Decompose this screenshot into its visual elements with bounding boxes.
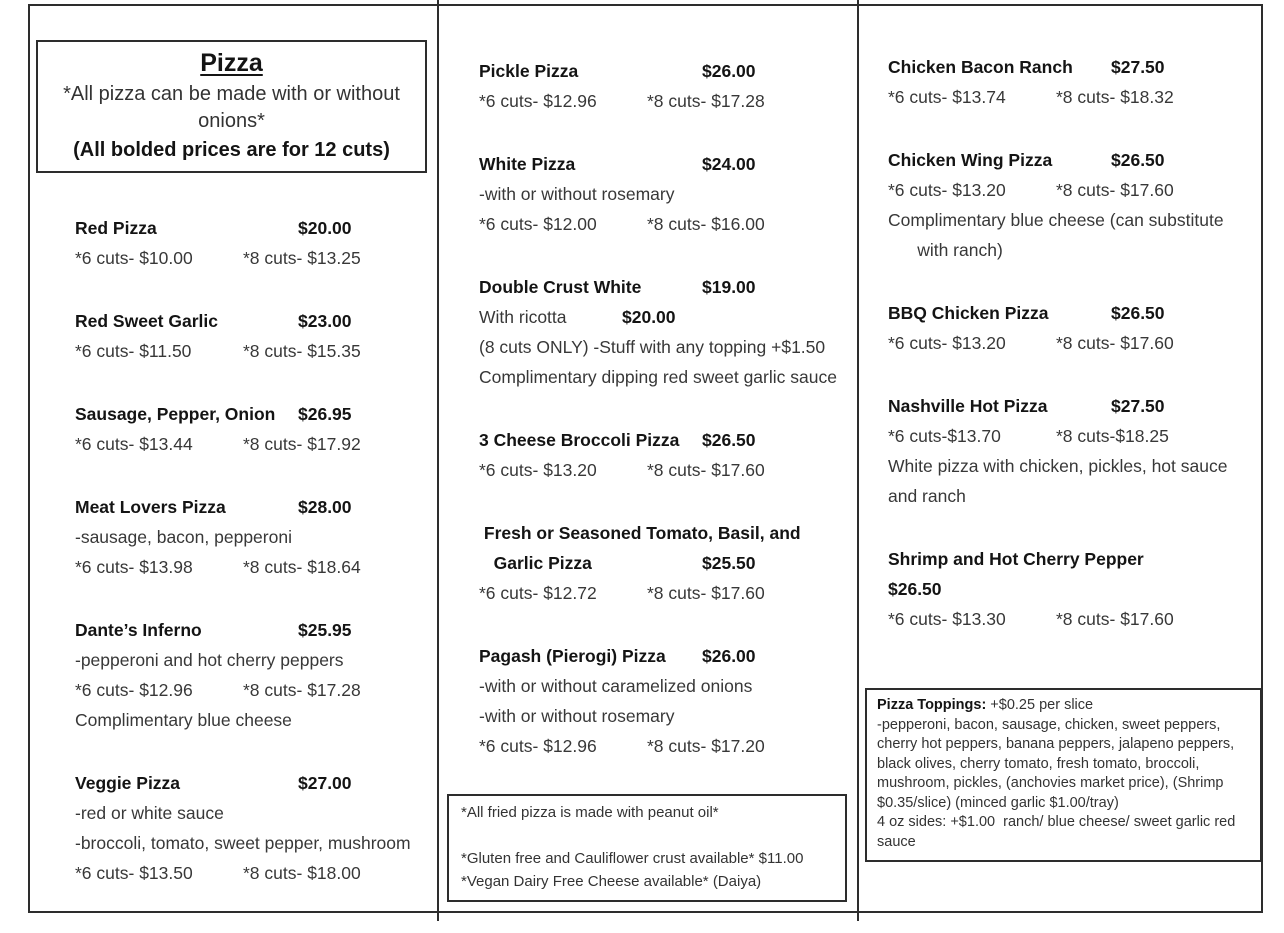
item-8-cuts-price: *8 cuts- $17.28 (243, 680, 361, 700)
item-cuts-line (75, 243, 430, 273)
item-name: Pagash (Pierogi) Pizza (479, 646, 666, 666)
note-line: *Vegan Dairy Free Cheese available* (Daiya) (461, 873, 762, 890)
item-cuts-line (888, 421, 1258, 451)
item-description: -with or without caramelized onions (479, 676, 753, 696)
note-line (461, 824, 833, 847)
item-title-line (75, 492, 430, 522)
item-6-cuts-price: *6 cuts- $13.74 (888, 87, 1006, 107)
item-6-cuts-price: *6 cuts- $13.30 (888, 609, 1006, 629)
column-divider-1 (437, 0, 439, 921)
item-name: Shrimp and Hot Cherry Pepper (888, 549, 1144, 569)
item-price: $20.00 (298, 218, 352, 238)
item-cuts-line (75, 552, 430, 582)
menu-column-left (30, 6, 436, 921)
menu-item (75, 399, 430, 459)
item-name: 3 Cheese Broccoli Pizza (479, 430, 680, 450)
menu-item (479, 56, 846, 116)
item-description: -with or without rosemary (479, 184, 675, 204)
item-price: $26.95 (298, 404, 352, 424)
item-name: Nashville Hot Pizza (888, 396, 1048, 416)
menu-item (75, 615, 430, 735)
pizza-toppings-box (865, 688, 1262, 862)
item-price: $24.00 (702, 154, 756, 174)
item-name: Veggie Pizza (75, 773, 181, 793)
item-name: BBQ Chicken Pizza (888, 303, 1049, 323)
item-title-line (75, 399, 430, 429)
note-line: *All fried pizza is made with peanut oil* (461, 804, 719, 821)
toppings-list: -pepperoni, bacon, sausage, chicken, sweet peppers, cherry hot peppers, banana peppers, jalapeno peppers, black olives, cherry tomato, fresh tomato, broccoli, mushroom, pickles, (anchovies market price), (Shrimp $0.35/slice) (minced garlic $1.00/tray) (877, 716, 1243, 811)
item-name: Double Crust White (479, 277, 642, 297)
item-title-line (479, 518, 846, 548)
item-title-line (75, 213, 430, 243)
toppings-label: Pizza Toppings: (877, 697, 987, 713)
menu-column-middle (441, 6, 856, 902)
item-title-line (888, 145, 1258, 175)
fried-pizza-note-box (447, 794, 847, 902)
item-price: $25.50 (702, 553, 756, 573)
item-8-cuts-price: *8 cuts- $17.60 (647, 460, 765, 480)
column-divider-2 (857, 0, 859, 921)
item-name: Chicken Bacon Ranch (888, 57, 1073, 77)
menu-item (479, 641, 846, 761)
item-title-line (888, 391, 1258, 421)
item-6-cuts-price: *6 cuts- $12.72 (479, 583, 597, 603)
item-description: -red or white sauce (75, 803, 224, 823)
fried-pizza-note-lines (461, 801, 833, 893)
item-6-cuts-price: *6 cuts- $13.44 (75, 434, 193, 454)
item-name: Chicken Wing Pizza (888, 150, 1053, 170)
item-cuts-line (75, 858, 430, 888)
item-cuts-line (479, 86, 846, 116)
item-cuts-line (888, 328, 1258, 358)
item-price: $23.00 (298, 311, 352, 331)
menu-item (888, 391, 1258, 511)
item-description: -pepperoni and hot cherry peppers (75, 650, 344, 670)
item-description: Complimentary dipping red sweet garlic sauce (479, 367, 837, 387)
item-title-line (888, 52, 1258, 82)
menu-items-middle (441, 6, 856, 761)
item-6-cuts-price: *6 cuts-$13.70 (888, 426, 1001, 446)
item-variant-line (479, 302, 846, 332)
item-6-cuts-price: *6 cuts- $13.98 (75, 557, 193, 577)
item-title-line (479, 149, 846, 179)
item-price-line (888, 574, 1258, 604)
item-6-cuts-price: *6 cuts- $12.96 (479, 91, 597, 111)
item-price: $26.00 (702, 646, 756, 666)
item-8-cuts-price: *8 cuts- $16.00 (647, 214, 765, 234)
item-8-cuts-price: *8 cuts- $17.60 (647, 583, 765, 603)
item-6-cuts-price: *6 cuts- $13.20 (888, 180, 1006, 200)
item-8-cuts-price: *8 cuts- $17.20 (647, 736, 765, 756)
item-cuts-line (75, 429, 430, 459)
item-name-continued: Garlic Pizza (479, 553, 592, 573)
menu-items-right (861, 6, 1264, 634)
item-title-line (479, 272, 846, 302)
item-name: White Pizza (479, 154, 576, 174)
menu-item (888, 145, 1258, 265)
item-price: $27.50 (1111, 57, 1165, 77)
item-note: Complimentary blue cheese (75, 710, 292, 730)
item-name: Pickle Pizza (479, 61, 579, 81)
item-price: $27.50 (1111, 396, 1165, 416)
menu-item (888, 544, 1258, 634)
item-6-cuts-price: *6 cuts- $13.50 (75, 863, 193, 883)
item-name: Red Sweet Garlic (75, 311, 218, 331)
item-price: $28.00 (298, 497, 352, 517)
menu-item (888, 298, 1258, 358)
item-6-cuts-price: *6 cuts- $12.00 (479, 214, 597, 234)
item-price: $26.50 (888, 579, 942, 599)
menu-note-bolded-prices: (All bolded prices are for 12 cuts) (73, 139, 390, 161)
menu-item (479, 425, 846, 485)
item-8-cuts-price: *8 cuts- $17.28 (647, 91, 765, 111)
menu-items-left (30, 213, 436, 888)
item-8-cuts-price: *8 cuts- $18.00 (243, 863, 361, 883)
item-8-cuts-price: *8 cuts- $17.60 (1056, 609, 1174, 629)
item-8-cuts-price: *8 cuts-$18.25 (1056, 426, 1169, 446)
item-note: Complimentary blue cheese (can substitute (888, 210, 1224, 230)
item-8-cuts-price: *8 cuts- $17.92 (243, 434, 361, 454)
menu-note-onions: *All pizza can be made with or without onions* (63, 83, 400, 132)
item-price: $26.00 (702, 61, 756, 81)
item-cuts-line (479, 209, 846, 239)
item-price: $26.50 (1111, 303, 1165, 323)
item-note: with ranch) (888, 240, 1003, 260)
item-variant-price: $20.00 (622, 307, 676, 327)
item-title-line (888, 544, 1258, 574)
item-8-cuts-price: *8 cuts- $18.64 (243, 557, 361, 577)
item-title-line (479, 425, 846, 455)
menu-item (75, 213, 430, 273)
menu-item (479, 518, 846, 608)
item-price: $27.00 (298, 773, 352, 793)
menu-item (75, 768, 430, 888)
item-description: -broccoli, tomato, sweet pepper, mushroom (75, 833, 411, 853)
item-description: (8 cuts ONLY) -Stuff with any topping +$1.50 (479, 337, 826, 357)
item-8-cuts-price: *8 cuts- $17.60 (1056, 180, 1174, 200)
item-6-cuts-price: *6 cuts- $10.00 (75, 248, 193, 268)
item-description: -sausage, bacon, pepperoni (75, 527, 292, 547)
item-6-cuts-price: *6 cuts- $13.20 (479, 460, 597, 480)
menu-title: Pizza (200, 49, 263, 77)
menu-item (479, 149, 846, 239)
item-note: and ranch (888, 486, 966, 506)
item-6-cuts-price: *6 cuts- $11.50 (75, 341, 192, 361)
item-cuts-line (479, 578, 846, 608)
toppings-price-per-slice: +$0.25 per slice (986, 697, 1094, 713)
toppings-heading (877, 696, 1250, 716)
item-price: $26.50 (1111, 150, 1165, 170)
item-name: Dante’s Inferno (75, 620, 202, 640)
item-title-line-2 (479, 548, 846, 578)
item-title-line (888, 298, 1258, 328)
item-price: $19.00 (702, 277, 756, 297)
item-6-cuts-price: *6 cuts- $12.96 (479, 736, 597, 756)
item-price: $26.50 (702, 430, 756, 450)
item-price: $25.95 (298, 620, 352, 640)
pizza-header-box (36, 40, 427, 173)
menu-item (479, 272, 846, 392)
item-title-line (479, 641, 846, 671)
item-cuts-line (75, 336, 430, 366)
item-title-line (75, 615, 430, 645)
item-name: Fresh or Seasoned Tomato, Basil, and (479, 523, 801, 543)
item-8-cuts-price: *8 cuts- $15.35 (243, 341, 361, 361)
item-8-cuts-price: *8 cuts- $18.32 (1056, 87, 1174, 107)
item-title-line (479, 56, 846, 86)
note-line: *Gluten free and Cauliflower crust available* $11.00 (461, 850, 804, 867)
item-description: -with or without rosemary (479, 706, 675, 726)
item-8-cuts-price: *8 cuts- $13.25 (243, 248, 361, 268)
item-8-cuts-price: *8 cuts- $17.60 (1056, 333, 1174, 353)
item-cuts-line (888, 175, 1258, 205)
item-name: Meat Lovers Pizza (75, 497, 226, 517)
item-cuts-line (479, 455, 846, 485)
item-name: Sausage, Pepper, Onion (75, 404, 276, 424)
item-variant-text: With ricotta (479, 307, 567, 327)
item-cuts-line (888, 604, 1258, 634)
item-note: White pizza with chicken, pickles, hot sauce (888, 456, 1228, 476)
item-6-cuts-price: *6 cuts- $12.96 (75, 680, 193, 700)
item-name: Red Pizza (75, 218, 157, 238)
item-cuts-line (888, 82, 1258, 112)
menu-column-right (861, 6, 1264, 862)
menu-item (888, 52, 1258, 112)
item-cuts-line (479, 731, 846, 761)
item-title-line (75, 768, 430, 798)
item-6-cuts-price: *6 cuts- $13.20 (888, 333, 1006, 353)
menu-item (75, 306, 430, 366)
item-title-line (75, 306, 430, 336)
item-cuts-line (75, 675, 430, 705)
toppings-sides: 4 oz sides: +$1.00 ranch/ blue cheese/ sweet garlic red sauce (877, 814, 1240, 850)
menu-item (75, 492, 430, 582)
